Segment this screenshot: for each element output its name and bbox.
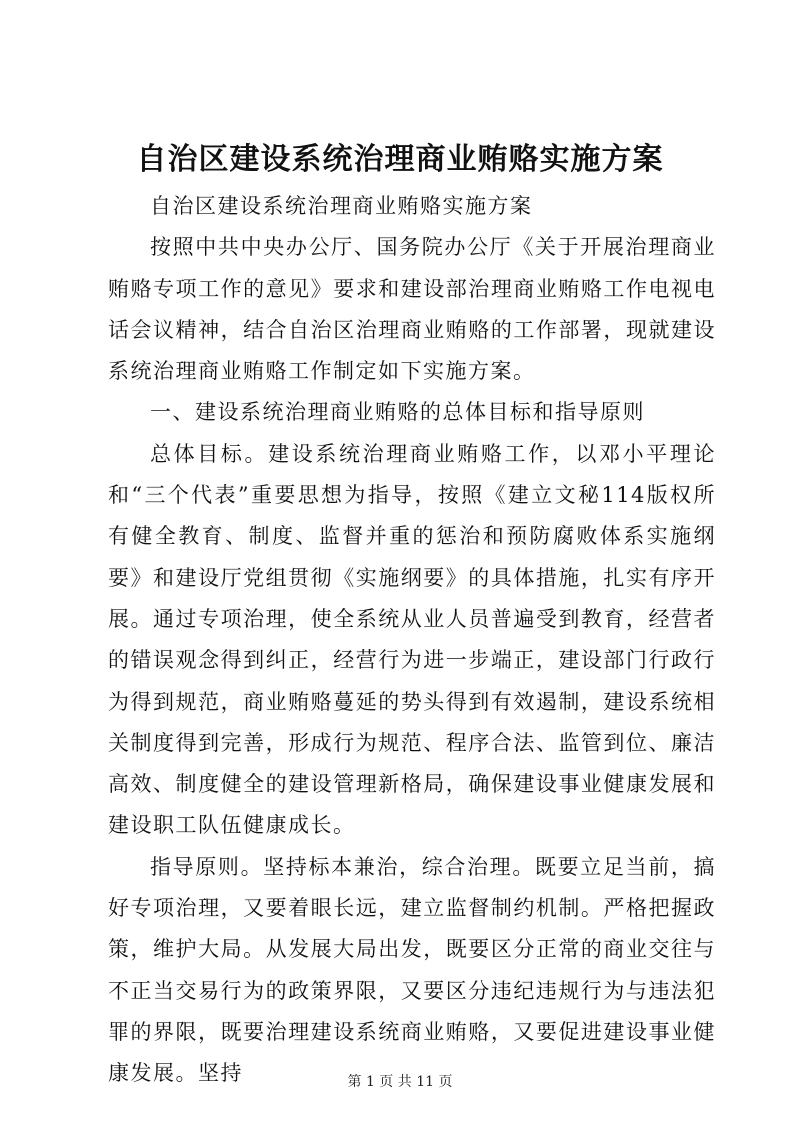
document-subtitle: 自治区建设系统治理商业贿赂实施方案 [150, 194, 533, 218]
document-body [108, 186, 716, 1095]
paragraph-intro: 按照中共中央办公厅、国务院办公厅《关于开展治理商业贿赂专项工作的意见》要求和建设部治理商业贿赂工作电视电话会议精神，结合自治区治理商业贿赂的工作部署，现就建设系统治理商业贿赂工作制定如下实施方案。 [108, 235, 716, 384]
paragraph-overall-goal: 总体目标。建设系统治理商业贿赂工作，以邓小平理论和“三个代表”重要思想为指导，按照《建立文秘114版权所有健全教育、制度、监督并重的惩治和预防腐败体系实施纲要》和建设厅党组贯彻《实施纲要》的具体措施，扎实有序开展。通过专项治理，使全系统从业人员普遍受到教育，经营者的错误观念得到纠正，经营行为进一步端正，建设部门行政行为得到规范，商业贿赂蔓延的势头得到有效遏制，建设系统相关制度得到完善，形成行为规范、程序合法、监管到位、廉洁高效、制度健全的建设管理新格局，确保建设事业健康发展和建设职工队伍健康成长。 [108, 441, 716, 838]
page-footer: 第 1 页 共 11 页 [347, 1074, 453, 1090]
paragraph-guiding-principles: 指导原则。坚持标本兼治，综合治理。既要立足当前，搞好专项治理，又要着眼长远，建立监督制约机制。严格把握政策，维护大局。从发展大局出发，既要区分正常的商业交往与不正当交易行为的政策界限，又要区分违纪违规行为与违法犯罪的界限，既要治理建设系统商业贿赂，又要促进建设事业健康发展。坚持 [108, 854, 716, 1086]
document-title: 自治区建设系统治理商业贿赂实施方案 [136, 142, 664, 177]
section-heading: 一、建设系统治理商业贿赂的总体目标和指导原则 [150, 400, 645, 425]
